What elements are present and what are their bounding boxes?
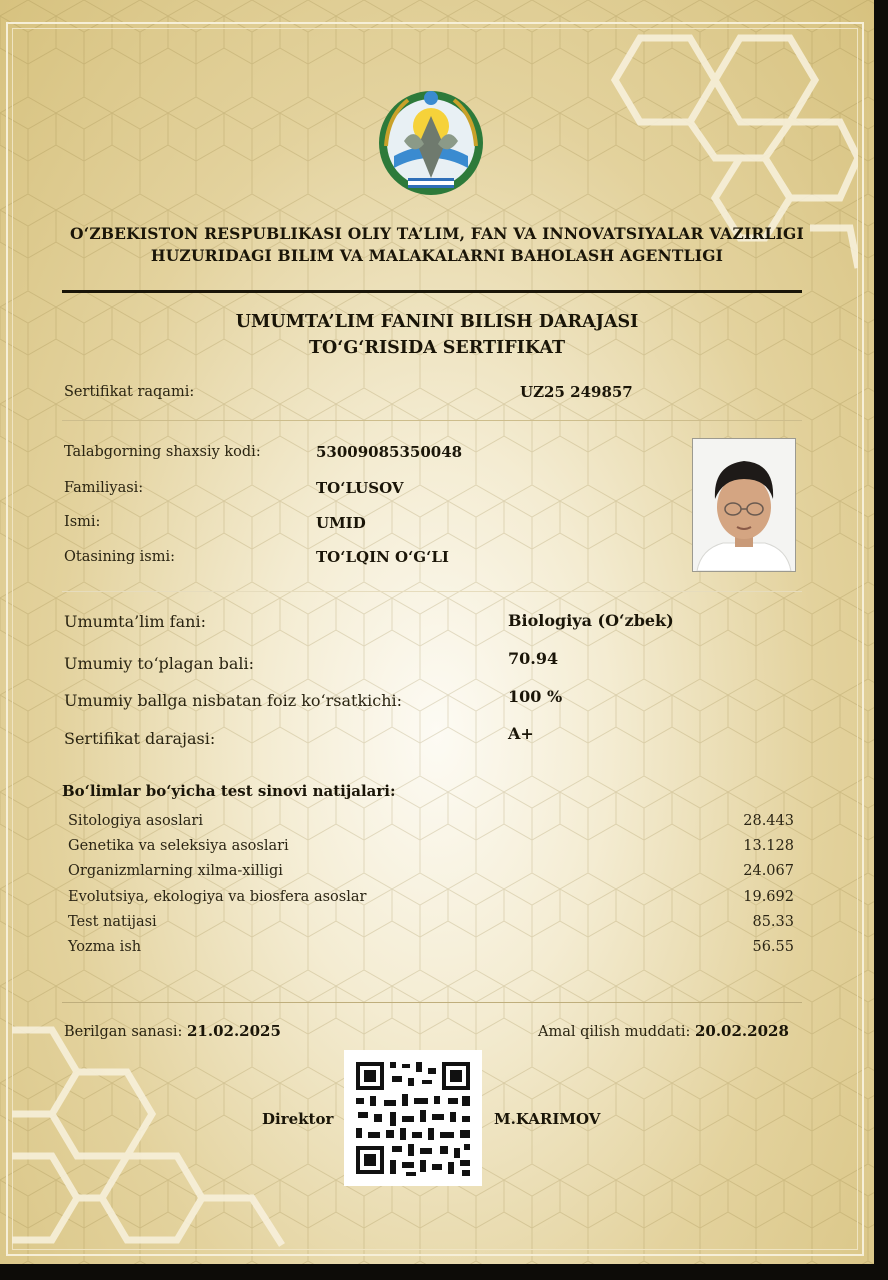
table-row bbox=[68, 838, 794, 862]
footer-divider bbox=[62, 1002, 802, 1003]
section-name: Yozma ish bbox=[68, 939, 142, 955]
total-score: 70.94 bbox=[508, 649, 559, 668]
table-row bbox=[68, 863, 794, 887]
certificate-title-line2: TO‘G‘RISIDA SERTIFIKAT bbox=[309, 338, 565, 358]
section-name: Genetika va seleksiya asoslari bbox=[68, 838, 289, 854]
grade: A+ bbox=[508, 724, 534, 743]
grade-label: Sertifikat darajasi: bbox=[64, 729, 216, 748]
patronymic: TO‘LQIN O‘G‘LI bbox=[316, 548, 449, 566]
patronymic-label: Otasining ismi: bbox=[64, 549, 175, 565]
certificate-number-label: Sertifikat raqami: bbox=[64, 384, 195, 400]
surname: TO‘LUSOV bbox=[316, 479, 404, 497]
section-name: Evolutsiya, ekologiya va biosfera asoslar bbox=[68, 889, 367, 905]
valid-until bbox=[538, 1022, 789, 1040]
percent-label: Umumiy ballga nisbatan foiz ko‘rsatkichi: bbox=[64, 691, 403, 710]
ministry-name-line2: HUZURIDAGI BILIM VA MALAKALARNI BAHOLASH AGENTLIGI bbox=[150, 246, 724, 265]
divider bbox=[62, 591, 802, 592]
qr-code-icon bbox=[344, 1050, 482, 1186]
first-name: UMID bbox=[316, 514, 366, 532]
subject: Biologiya (O‘zbek) bbox=[508, 611, 674, 630]
certificate-title-line1: UMUMTA’LIM FANINI BILISH DARAJASI bbox=[235, 312, 639, 332]
percent: 100 % bbox=[508, 687, 563, 706]
section-score: 56.55 bbox=[752, 939, 794, 955]
section-name: Test natijasi bbox=[68, 914, 157, 930]
table-row bbox=[68, 939, 794, 963]
director-label: Direktor bbox=[262, 1110, 334, 1128]
subject-label: Umumta’lim fani: bbox=[64, 612, 206, 631]
section-results-title: Bo‘limlar bo‘yicha test sinovi natijalari: bbox=[62, 782, 396, 800]
table-row bbox=[68, 914, 794, 938]
ministry-name-line1: O‘ZBEKISTON RESPUBLIKASI OLIY TA’LIM, FAN VA INNOVATSIYALAR VAZIRLIGI bbox=[70, 224, 804, 243]
personal-code: 53009085350048 bbox=[316, 443, 463, 461]
section-score: 28.443 bbox=[743, 813, 794, 829]
section-score: 24.067 bbox=[743, 863, 794, 879]
issue-date-label: Berilgan sanasi: bbox=[64, 1024, 183, 1040]
table-row bbox=[68, 813, 794, 837]
candidate-photo bbox=[692, 438, 796, 572]
section-name: Organizmlarning xilma-xilligi bbox=[68, 863, 283, 879]
section-name: Sitologiya asoslari bbox=[68, 813, 203, 829]
certificate-number: UZ25 249857 bbox=[520, 383, 633, 401]
qr-code[interactable] bbox=[344, 1050, 482, 1186]
header-divider bbox=[62, 290, 802, 293]
valid-until-value: 20.02.2028 bbox=[694, 1022, 789, 1040]
surname-label: Familiyasi: bbox=[64, 480, 144, 496]
personal-code-label: Talabgorning shaxsiy kodi: bbox=[64, 444, 261, 460]
total-score-label: Umumiy to‘plagan bali: bbox=[64, 654, 254, 673]
table-row bbox=[68, 889, 794, 913]
corner-ornament-bottom-left bbox=[12, 1010, 312, 1250]
portrait-icon bbox=[693, 439, 795, 571]
first-name-label: Ismi: bbox=[64, 514, 101, 530]
issue-date-value: 21.02.2025 bbox=[186, 1022, 281, 1040]
divider bbox=[62, 420, 802, 421]
director-name: M.KARIMOV bbox=[494, 1110, 601, 1128]
section-score: 19.692 bbox=[743, 889, 794, 905]
section-score: 85.33 bbox=[752, 914, 794, 930]
section-score: 13.128 bbox=[743, 838, 794, 854]
issue-date bbox=[64, 1022, 281, 1040]
state-emblem-icon bbox=[374, 86, 488, 200]
valid-until-label: Amal qilish muddati: bbox=[538, 1024, 691, 1040]
